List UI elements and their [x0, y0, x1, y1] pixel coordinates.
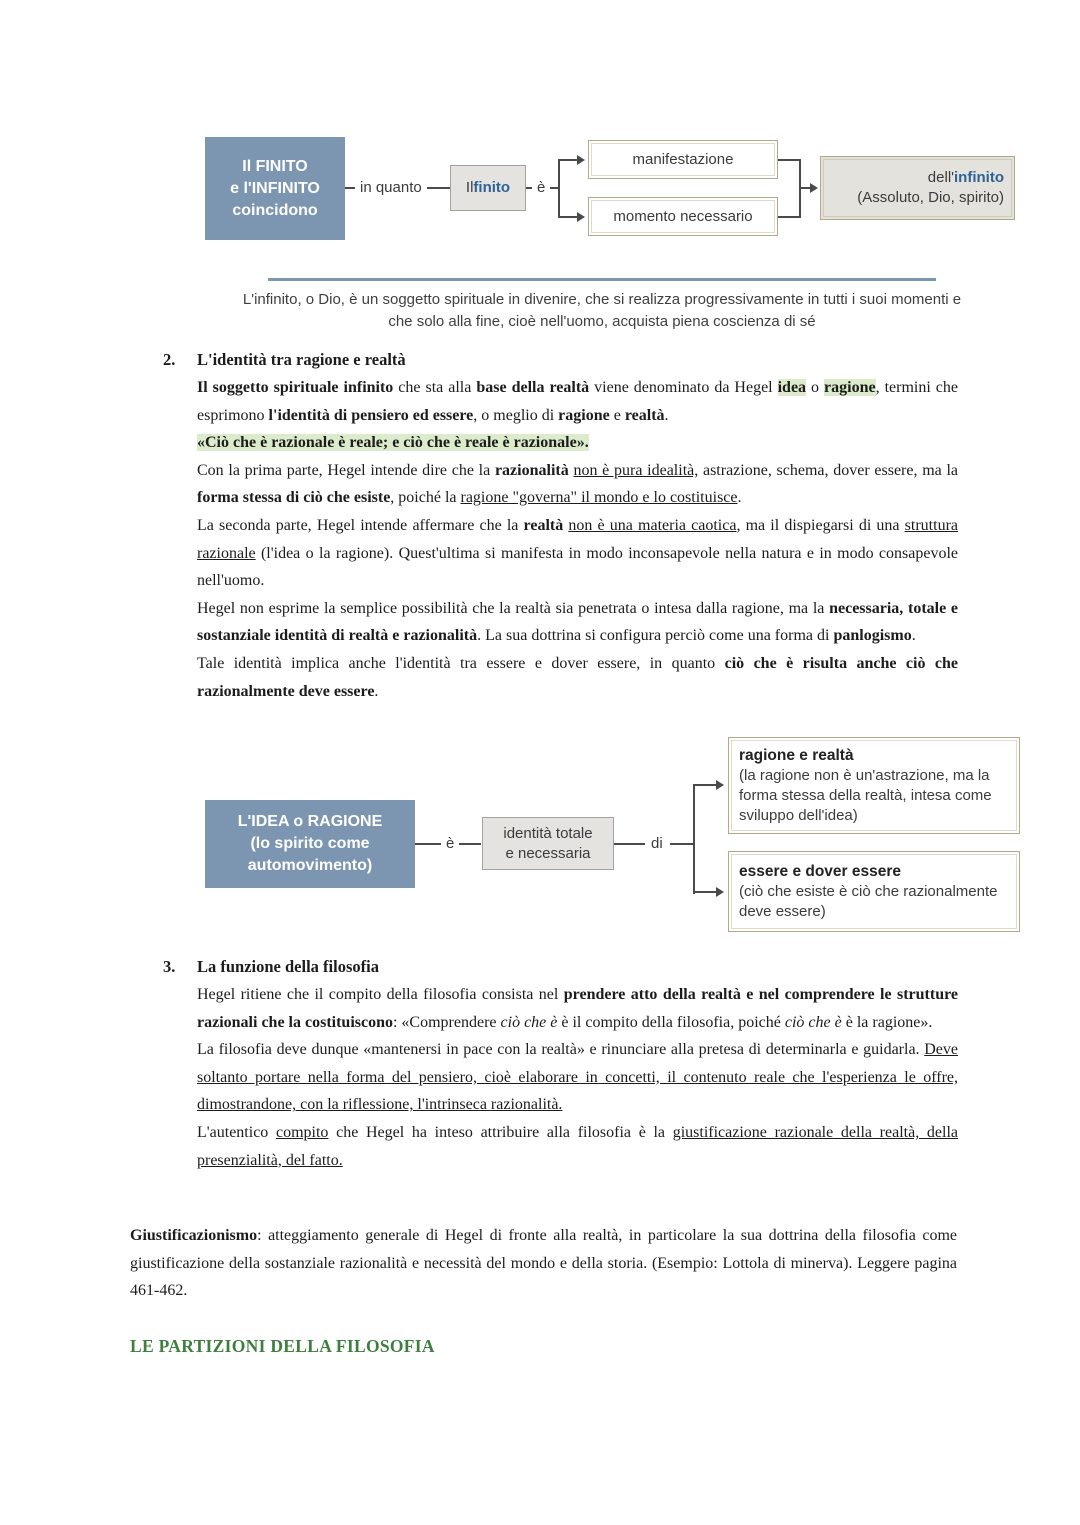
e-label: è — [532, 177, 550, 198]
ragione-realta-box — [728, 737, 1020, 834]
ragione-realta-body: (la ragione non è un'astrazione, ma la forma stessa della realtà, intesa come sviluppo dell'idea) — [739, 766, 992, 824]
identita-totale-line1: identità totale — [503, 824, 593, 842]
diagram1-caption: L'infinito, o Dio, è un soggetto spirituale in divenire, che si realizza progressivamente in tutti i suoi momenti e che solo alla fine, cioè nell'uomo, acquista piena coscienza di sé — [242, 291, 962, 330]
momento-necessario-label: momento necessario — [613, 207, 753, 225]
dell-infinito-line1: dell'infinito — [927, 169, 1004, 186]
arrow-icon — [810, 183, 818, 193]
connector-line — [558, 159, 577, 161]
section-identita-ragione-realta — [163, 346, 958, 705]
idea-ragione-diagram — [0, 737, 1080, 937]
section-body — [197, 981, 958, 1174]
section-title: L'identità tra ragione e realtà — [197, 350, 406, 369]
essere-dover-essere-box — [728, 851, 1020, 932]
idea-ragione-box-line3: automovimento) — [247, 857, 373, 874]
partizioni-filosofia-heading: LE PARTIZIONI DELLA FILOSOFIA — [130, 1336, 435, 1356]
idea-ragione-box-line2: (lo spirito come — [250, 835, 370, 852]
in-quanto-label: in quanto — [355, 177, 427, 198]
connector-line — [693, 891, 717, 893]
arrow-icon — [716, 887, 724, 897]
idea-ragione-box-line1: L'IDEA o RAGIONE — [237, 813, 383, 830]
ragione-realta-title: ragione e realtà — [739, 746, 854, 764]
manifestazione-label: manifestazione — [632, 150, 734, 168]
paragraph: Hegel non esprime la semplice possibilità che la realtà sia penetrata o intesa dalla ragione, ma la necessaria, totale e sostanziale identità di realtà e razionalità. La sua dottrina si configura perciò come una forma di panlogismo. — [197, 599, 958, 645]
finito-infinito-box-line3: coincidono — [232, 201, 318, 219]
connector-line — [778, 159, 801, 161]
finito-infinito-box-line1: Il FINITO — [242, 157, 308, 175]
finito-infinito-box-line2: e l'INFINITO — [230, 179, 320, 197]
connector-line — [670, 843, 693, 845]
e-label: è — [441, 833, 459, 854]
momento-necessario-box — [588, 197, 778, 236]
section-heading — [163, 346, 958, 374]
arrow-icon — [577, 155, 585, 165]
il-finito-box: Il finito — [450, 165, 526, 211]
connector-line — [459, 843, 481, 845]
paragraph: La seconda parte, Hegel intende affermare che la realtà non è una materia caotica, ma il dispiegarsi di una struttura razionale (l'idea o la ragione). Quest'ultima si manifesta in modo inconsapevole nella natura e in modo consapevole nell'uomo. — [197, 516, 958, 590]
manifestazione-box — [588, 140, 778, 179]
finito-infinito-diagram — [0, 130, 1080, 265]
giustificazionismo-paragraph: Giustificazionismo: atteggiamento generale di Hegel di fronte alla realtà, in particolare la sua dottrina della filosofia come giustificazione della sostanziale razionalità e necessità del mondo e della storia. (Esempio: Lottola di minerva). Leggere pagina 461-462. — [130, 1227, 957, 1300]
connector-line — [778, 216, 801, 218]
section-body — [197, 374, 958, 705]
connector-line — [415, 843, 441, 845]
connector-stem — [693, 784, 695, 894]
dell-infinito-box — [820, 156, 1015, 220]
identita-totale-line2: e necessaria — [505, 844, 591, 862]
divider-rule — [268, 278, 936, 281]
paragraph: Con la prima parte, Hegel intende dire che la razionalità non è pura idealità, astrazione, schema, dover essere, ma la forma stessa di ciò che esiste, poiché la ragione "governa" il mondo e lo costituisce. — [197, 461, 959, 507]
dell-infinito-line2: (Assoluto, Dio, spirito) — [857, 189, 1004, 206]
connector-line — [614, 843, 645, 845]
connector-line — [693, 784, 717, 786]
paragraph: Il soggetto spirituale infinito che sta alla base della realtà viene denominato da Hegel idea o ragione, termini che esprimono l'identità di pensiero ed essere, o meglio di ragione e realtà. — [197, 379, 958, 424]
section-heading — [163, 953, 958, 981]
connector-stem — [558, 159, 560, 218]
paragraph: Tale identità implica anche l'identità tra essere e dover essere, in quanto ciò che è risulta anche ciò che razionalmente deve essere. — [197, 654, 959, 700]
essere-dover-essere-body: (ciò che esiste è ciò che razionalmente deve essere) — [739, 882, 998, 920]
paragraph-quote: «Ciò che è razionale è reale; e ciò che è reale è razionale». — [197, 434, 589, 452]
paragraph: L'autentico compito che Hegel ha inteso attribuire alla filosofia è la giustificazione razionale della realtà, della presenzialità, del fatto. — [197, 1123, 958, 1169]
arrow-icon — [577, 212, 585, 222]
paragraph: La filosofia deve dunque «mantenersi in pace con la realtà» e rinunciare alla pretesa di determinarla e guidarla. Deve soltanto portare nella forma del pensiero, cioè elaborare in concetti, il contenuto reale che l'esperienza le offre, dimostrandone, con la riflessione, l'intrinseca razionalità. — [197, 1041, 958, 1114]
section-title: La funzione della filosofia — [197, 957, 379, 976]
section-number: 2. — [163, 350, 176, 369]
connector-line — [558, 216, 577, 218]
di-label: di — [646, 833, 668, 854]
finito-infinito-box — [205, 137, 345, 240]
essere-dover-essere-title: essere e dover essere — [739, 862, 902, 880]
identita-totale-box — [482, 817, 614, 870]
section-number: 3. — [163, 957, 176, 976]
paragraph: Hegel ritiene che il compito della filosofia consista nel prendere atto della realtà e nel comprendere le strutture razionali che la costituiscono: «Comprendere ciò che è è il compito della filosofia, poiché ciò che è è la ragione». — [197, 986, 959, 1031]
arrow-icon — [716, 780, 724, 790]
idea-ragione-box — [205, 800, 415, 888]
section-funzione-filosofia — [163, 953, 958, 1174]
